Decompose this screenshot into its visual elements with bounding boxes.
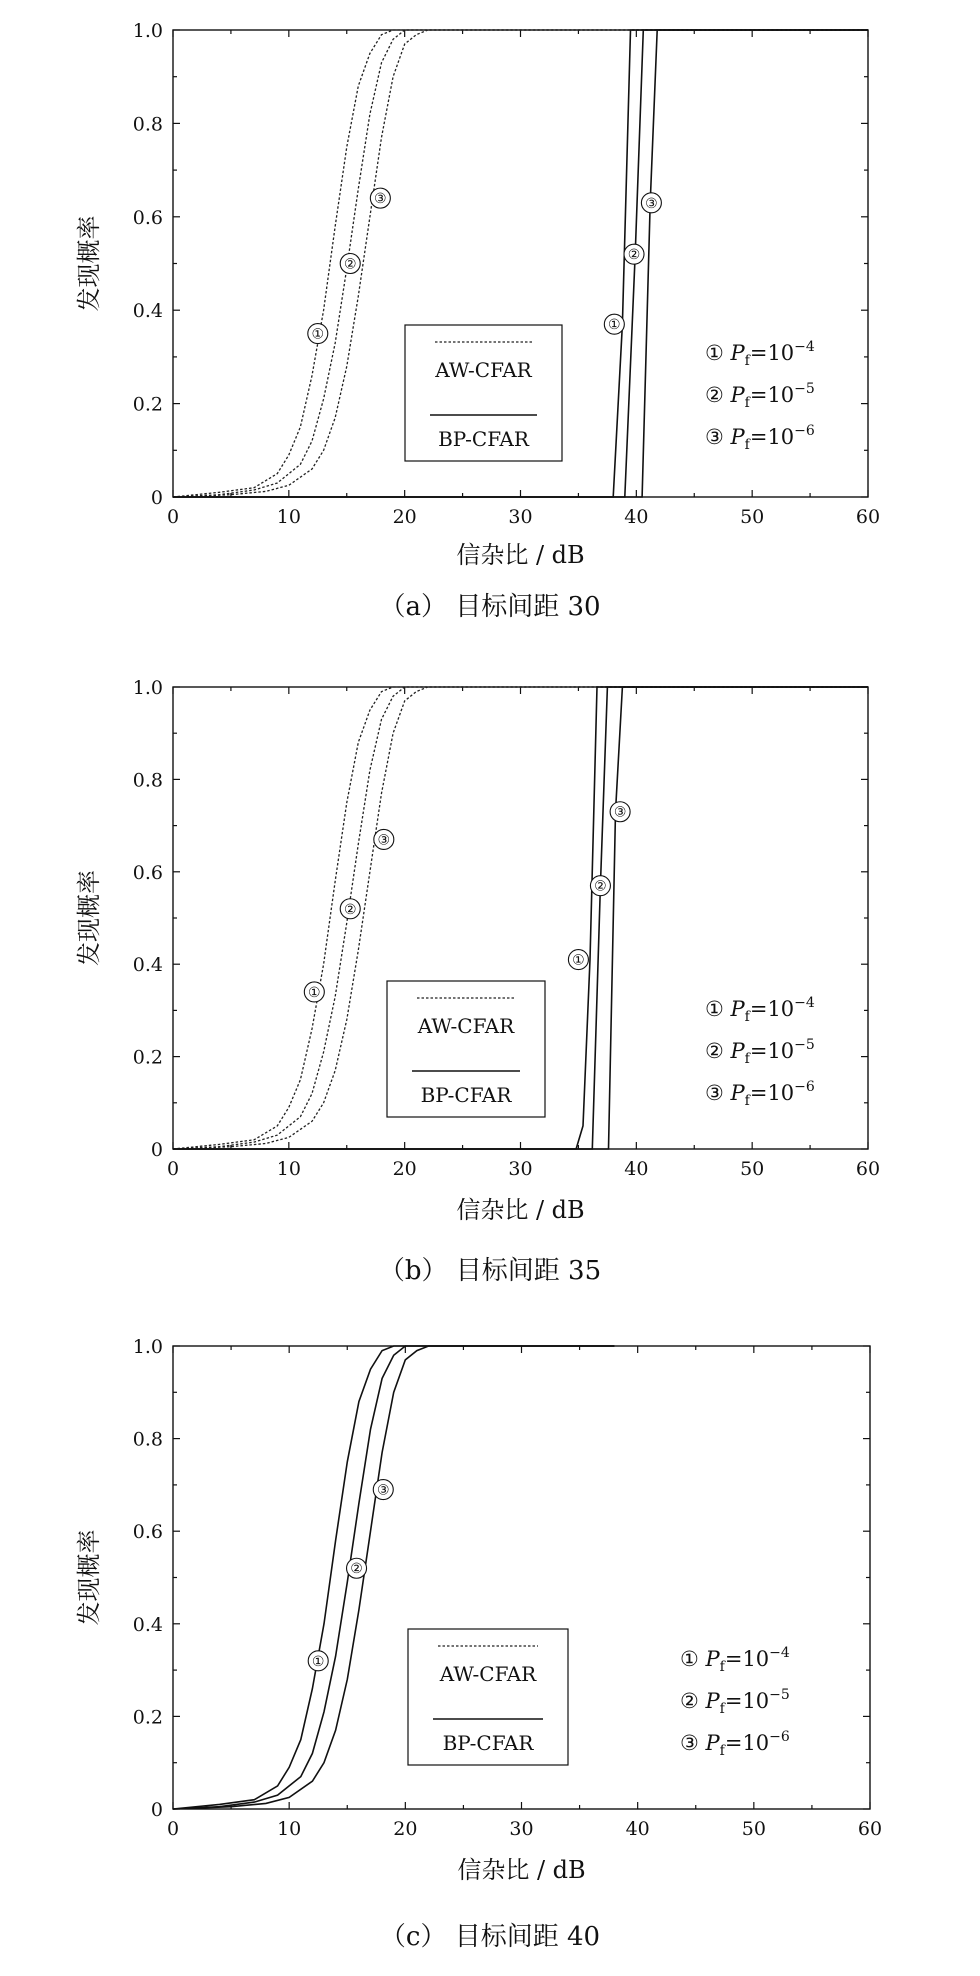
chart-a-curve-marker-label: ③: [374, 191, 387, 208]
chart-b-x-tick-label: 60: [855, 1158, 881, 1180]
chart-b-pf-label-3: ③ $P_f=10^{-6}$: [705, 1079, 815, 1109]
chart-b-caption: （b） 目标间距 35: [378, 1256, 602, 1286]
chart-a-y-tick-label: 1.0: [132, 20, 163, 42]
chart-b-legend-aw-label: AW-CFAR: [417, 1014, 515, 1038]
chart-a-x-tick-label: 30: [508, 506, 533, 528]
chart-a-x-tick-label: 10: [276, 506, 301, 528]
chart-c-y-tick-label: 0.4: [132, 1613, 163, 1636]
chart-b-y-tick-label: 0.4: [132, 954, 163, 977]
chart-a-x-tick-label: 40: [624, 506, 649, 528]
chart-a-pf-label-2: ② $P_f=10^{-5}$: [705, 381, 815, 411]
chart-b-x-tick-label: 50: [740, 1158, 765, 1180]
chart-b-y-axis-title: 发现概率: [75, 870, 103, 966]
chart-a-curve-marker-label: ②: [627, 247, 641, 264]
chart-a-legend-aw-label: AW-CFAR: [435, 358, 532, 382]
chart-a-y-tick-label: 0.8: [132, 113, 163, 136]
chart-b-legend-bp-label: BP-CFAR: [420, 1083, 512, 1107]
chart-b-curve-marker-label: ①: [308, 984, 321, 1001]
chart-a-x-tick-label: 50: [740, 506, 765, 528]
chart-b-y-tick-label: 0: [150, 1139, 163, 1161]
chart-b-curve-marker-label: ②: [343, 901, 357, 918]
chart-c-x-tick-label: 40: [625, 1818, 650, 1840]
chart-a-x-tick-label: 0: [166, 506, 180, 528]
chart-c-x-tick-label: 10: [277, 1818, 302, 1840]
chart-a-x-tick-label: 60: [855, 506, 881, 528]
chart-b-x-tick-label: 20: [392, 1158, 417, 1180]
chart-c-svg: [0, 1316, 980, 1966]
chart-b-y-tick-label: 1.0: [132, 677, 163, 699]
chart-c-y-tick-label: 1.0: [132, 1336, 163, 1358]
chart-b-curve-marker-label: ②: [594, 878, 607, 895]
chart-c-y-tick-label: 0.2: [132, 1706, 163, 1729]
chart-b-svg: [0, 652, 980, 1302]
chart-b-pf-label-2: ② $P_f=10^{-5}$: [705, 1037, 815, 1067]
chart-a-curve-marker-label: ①: [608, 317, 621, 334]
chart-c-y-axis-title: 发现概率: [75, 1529, 103, 1626]
chart-c-pf-label-3: ③ $P_f=10^{-6}$: [680, 1729, 790, 1759]
chart-a-curve-marker-label: ③: [645, 195, 658, 212]
chart-c-curve-marker-label: ③: [376, 1482, 390, 1499]
chart-c-x-axis-title: 信杂比 / dB: [457, 1856, 586, 1884]
chart-a-y-tick-label: 0.6: [132, 206, 163, 229]
chart-b-y-tick-label: 0.8: [132, 769, 163, 792]
chart-a-svg: [0, 0, 980, 650]
chart-b-y-tick-label: 0.6: [132, 861, 163, 884]
chart-c-pf-label-1: ① $P_f=10^{-4}$: [680, 1645, 790, 1675]
chart-b-y-tick-label: 0.2: [132, 1046, 163, 1069]
chart-c-y-tick-label: 0: [150, 1799, 163, 1821]
chart-b-curve-marker-label: ①: [572, 952, 585, 969]
chart-a: [0, 0, 980, 650]
chart-c-x-tick-label: 30: [509, 1818, 534, 1840]
chart-c-x-tick-label: 50: [741, 1818, 766, 1840]
chart-c-legend-aw-label: AW-CFAR: [439, 1662, 537, 1686]
chart-c-pf-label-2: ② $P_f=10^{-5}$: [680, 1687, 790, 1717]
chart-a-pf-label-1: ① $P_f=10^{-4}$: [705, 339, 815, 369]
chart-b: [0, 652, 980, 1302]
chart-a-x-tick-label: 20: [392, 506, 417, 528]
chart-b-curve-marker-label: ③: [613, 804, 627, 821]
chart-a-y-axis-title: 发现概率: [75, 215, 103, 312]
chart-a-y-tick-label: 0.4: [132, 300, 163, 323]
chart-c-x-tick-label: 0: [166, 1818, 180, 1840]
chart-b-curve-marker-label: ③: [377, 832, 391, 849]
chart-b-x-tick-label: 0: [166, 1158, 180, 1180]
chart-b-x-tick-label: 40: [624, 1158, 649, 1180]
chart-c-x-tick-label: 60: [857, 1818, 883, 1840]
chart-c-caption: （c） 目标间距 40: [379, 1922, 601, 1952]
chart-b-pf-label-1: ① $P_f=10^{-4}$: [705, 995, 815, 1025]
chart-a-curve-marker-label: ①: [311, 326, 325, 343]
chart-c-curve-marker-label: ①: [311, 1653, 325, 1670]
chart-a-y-tick-label: 0.2: [132, 393, 163, 416]
chart-c-curve-marker-label: ②: [350, 1561, 363, 1578]
chart-c-x-tick-label: 20: [393, 1818, 418, 1840]
chart-c-legend-bp-label: BP-CFAR: [442, 1731, 534, 1755]
chart-a-pf-label-3: ③ $P_f=10^{-6}$: [705, 423, 815, 453]
chart-b-x-axis-title: 信杂比 / dB: [456, 1196, 585, 1224]
chart-a-caption: （a） 目标间距 30: [379, 592, 601, 622]
chart-c-y-tick-label: 0.6: [132, 1521, 163, 1544]
chart-b-x-tick-label: 30: [508, 1158, 533, 1180]
chart-a-legend-bp-label: BP-CFAR: [438, 427, 529, 451]
chart-c: [0, 1316, 980, 1966]
chart-a-x-axis-title: 信杂比 / dB: [456, 541, 585, 569]
chart-c-y-tick-label: 0.8: [132, 1428, 163, 1451]
chart-a-y-tick-label: 0: [150, 487, 163, 509]
chart-b-x-tick-label: 10: [276, 1158, 301, 1180]
chart-a-curve-marker-label: ②: [343, 256, 357, 273]
